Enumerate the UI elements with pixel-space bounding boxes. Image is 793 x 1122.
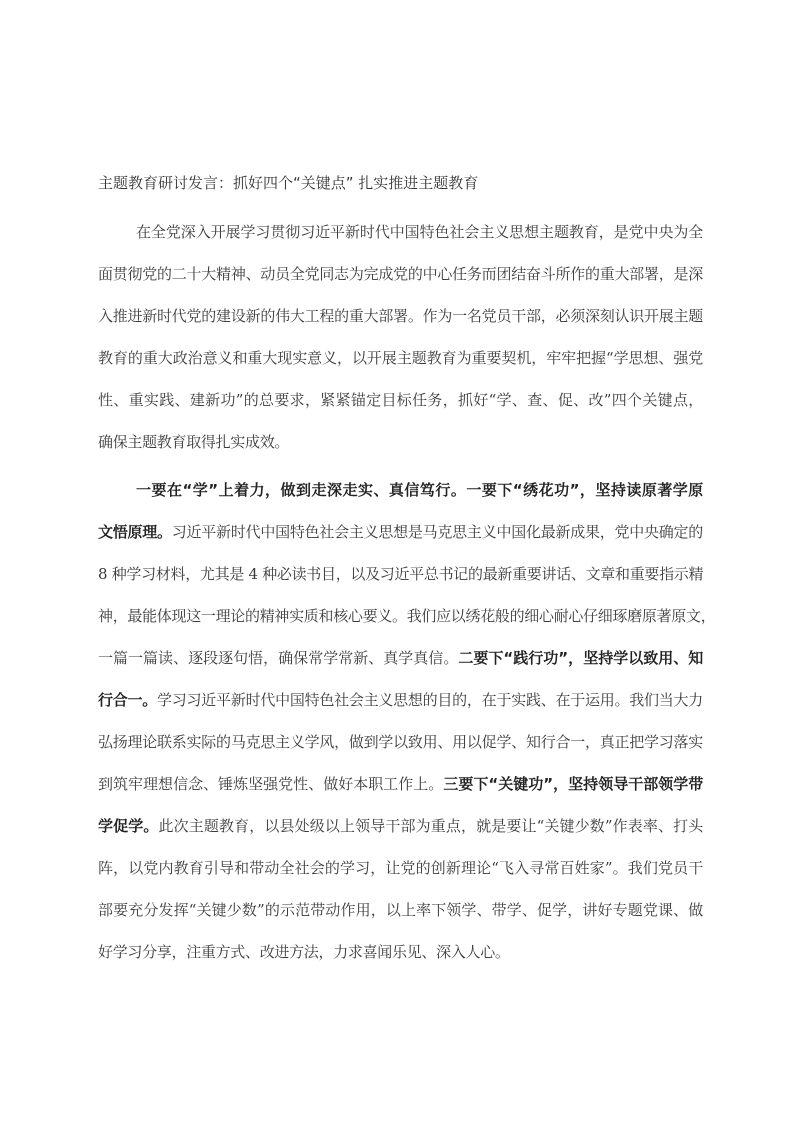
text-line (98, 690, 703, 710)
text-line (98, 264, 703, 284)
text-segment: 好学习分享，注重方式、改进方法，力求喜闻乐见、深入人心。 (98, 943, 510, 961)
text-line (98, 816, 703, 836)
text-segment: 在全党深入开展学习贯彻习近平新时代中国特色社会主义思想主题教育，是党中央为全 (136, 223, 703, 241)
text-line (98, 306, 703, 326)
text-segment: 部要充分发挥“关键少数”的示范带动作用，以上率下领学、带学、促学，讲好专题党课、做 (98, 901, 703, 919)
bold-text-segment: 学促学。 (98, 817, 159, 835)
bold-text-segment: 三要下“关键功”，坚持领导干部领学带 (443, 775, 703, 793)
text-line (98, 732, 703, 752)
text-line (98, 564, 703, 584)
bold-text-segment: 行合一。 (98, 691, 158, 709)
text-segment: 入推进新时代党的建设新的伟大工程的重大部署。作为一名党员干部，必须深刻认识开展主题 (98, 307, 703, 325)
text-line (98, 522, 703, 542)
bold-text-segment: 一要在“学”上着力，做到走深走实、真信笃行。一要下“绣花功”，坚持读原著学原 (136, 481, 703, 499)
text-line (98, 222, 703, 242)
text-line (98, 606, 716, 626)
text-segment: 阵，以党内教育引导和带动全社会的学习，让党的创新理论“飞入寻常百姓家”。我们党员干 (98, 859, 703, 877)
text-segment: 面贯彻党的二十大精神、动员全党同志为完成党的中心任务而团结奋斗所作的重大部署，是深 (98, 265, 703, 283)
text-segment: 教育的重大政治意义和重大现实意义，以开展主题教育为重要契机，牢牢把握“学思想、强党 (98, 349, 703, 367)
text-line (98, 348, 703, 368)
text-segment: 确保主题教育取得扎实成效。 (98, 433, 290, 451)
text-segment: 此次主题教育，以县处级以上领导干部为重点，就是要让“关键少数”作表率、打头 (158, 817, 703, 835)
text-segment: 学习习近平新时代中国特色社会主义思想的目的，在于实践、在于运用。我们当大力 (157, 691, 703, 709)
text-segment: 到筑牢理想信念、锤炼坚强党性、做好本职工作上。 (98, 775, 444, 793)
text-line (98, 942, 703, 962)
bold-text-segment: 文悟原理。 (98, 523, 172, 541)
text-line (98, 774, 703, 794)
text-line (98, 900, 703, 920)
bold-text-segment: 二要下“践行功”，坚持学以致用、知 (458, 649, 703, 667)
text-line (98, 648, 703, 668)
text-segment: 习近平新时代中国特色社会主义思想是马克思主义中国化最新成果，党中央确定的 (171, 523, 703, 541)
text-segment: 弘扬理论联系实际的马克思主义学风，做到学以致用、用以促学、知行合一，真正把学习落实 (98, 733, 703, 751)
text-segment: 神，最能体现这一理论的精神实质和核心要义。我们应以绣花般的细心耐心仔细琢磨原著原文， (98, 607, 716, 625)
text-segment: 一篇一篇读、逐段逐句悟，确保常学常新、真学真信。 (98, 649, 459, 667)
text-line (98, 432, 703, 452)
text-segment: 性、重实践、建新功”的总要求，紧紧锚定目标任务，抓好“学、查、促、改”四个关键点， (98, 391, 703, 409)
text-line (98, 480, 703, 500)
text-line (98, 390, 703, 410)
text-segment: 8 种学习材料，尤其是 4 种必读书目，以及习近平总书记的最新重要讲话、文章和重要指示精 (98, 565, 704, 583)
document-title: 主题教育研讨发言：抓好四个“关键点” 扎实推进主题教育 (98, 174, 479, 192)
text-line (98, 858, 703, 878)
